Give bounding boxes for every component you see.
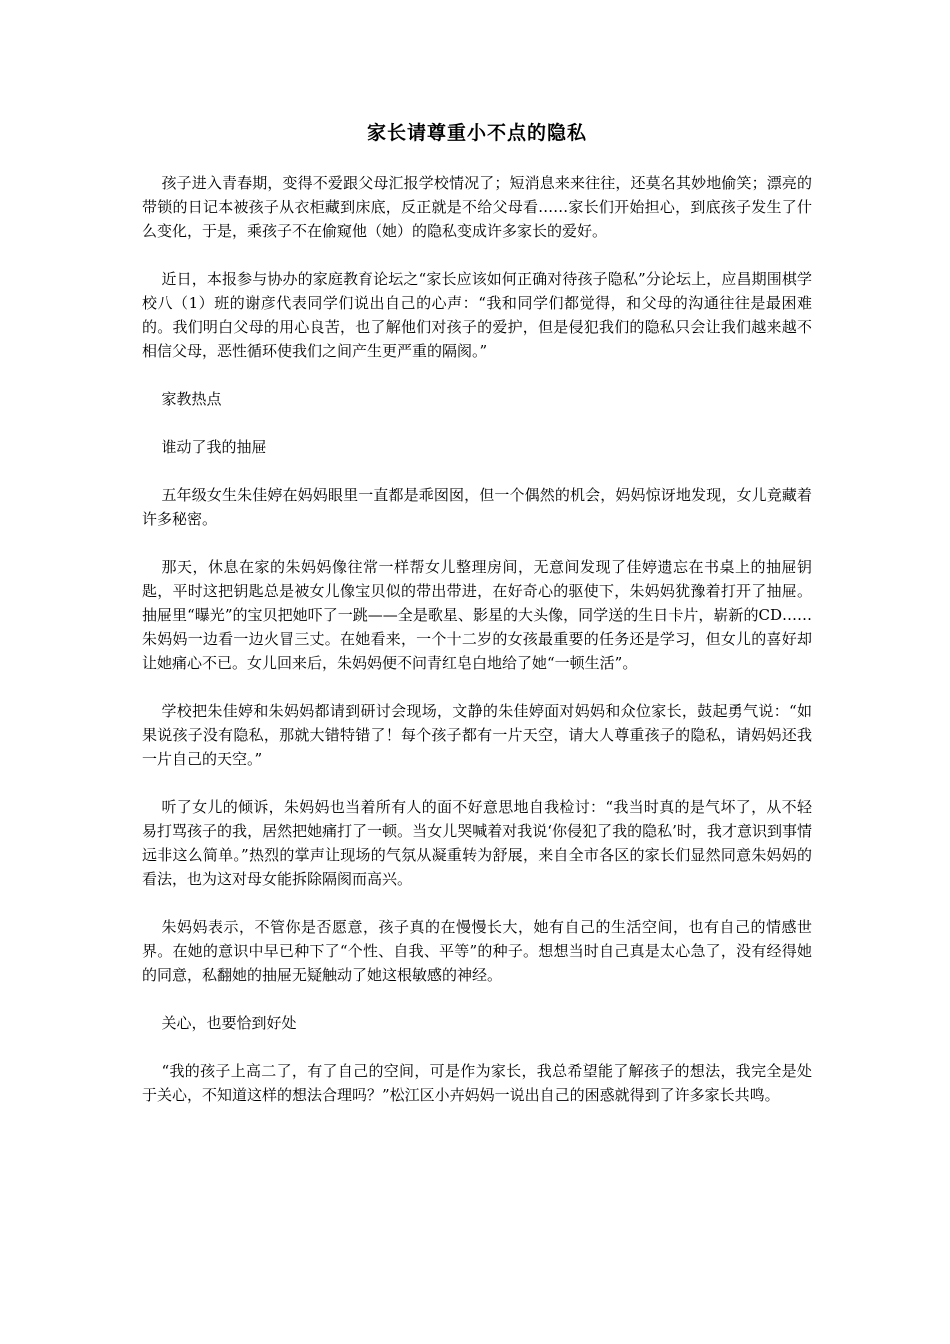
paragraph-seminar: 学校把朱佳婷和朱妈妈都请到研讨会现场，文静的朱佳婷面对妈妈和众位家长，鼓起勇气说：“如果说孩子没有隐私，那就大错特错了！每个孩子都有一片天空，请大人尊重孩子的隐私，请妈妈还我一片自己的天空。”: [142, 702, 812, 768]
paragraph-mother-review: 听了女儿的倾诉，朱妈妈也当着所有人的面不好意思地自我检讨：“我当时真的是气坏了，从不轻易打骂孩子的我，居然把她痛打了一顿。当女儿哭喊着对我说‘你侵犯了我的隐私’时，我才意识到事情远非这么简单。”热烈的掌声让现场的气氛从凝重转为舒展，来自全市各区的家长们显然同意朱妈妈的看法，也为这对母女能拆除隔阂而高兴。: [142, 798, 812, 888]
paragraph-zhu-jiating: 五年级女生朱佳婷在妈妈眼里一直都是乖囡囡，但一个偶然的机会，妈妈惊讶地发现，女儿竟藏着许多秘密。: [142, 486, 812, 528]
section-heading-care: 关心，也要恰到好处: [161, 1014, 297, 1032]
paragraph-drawer-story: 那天，休息在家的朱妈妈像往常一样帮女儿整理房间，无意间发现了佳婷遗忘在书桌上的抽屉钥匙，平时这把钥匙总是被女儿像宝贝似的带出带进，在好奇心的驱使下，朱妈妈犹豫着打开了抽屉。抽屉里“曝光”的宝贝把她吓了一跳——全是歌星、影星的大头像，同学送的生日卡片，崭新的CD……朱妈妈一边看一边火冒三丈。在她看来，一个十二岁的女孩最重要的任务还是学习，但女儿的喜好却让她痛心不已。女儿回来后，朱妈妈便不问青红皂白地给了她“一顿生活”。: [142, 558, 812, 672]
section-heading-drawer: 谁动了我的抽屉: [161, 438, 267, 456]
document-page: [142, 118, 812, 1131]
document-title: 家长请尊重小不点的隐私: [366, 122, 587, 144]
section-heading-hotspot: 家教热点: [161, 390, 222, 408]
paragraph-intro: 孩子进入青春期，变得不爱跟父母汇报学校情况了；短消息来来往往，还莫名其妙地偷笑；漂亮的带锁的日记本被孩子从衣柜藏到床底，反正就是不给父母看……家长们开始担心，到底孩子发生了什么变化，于是，乘孩子不在偷窥他（她）的隐私变成许多家长的爱好。: [142, 174, 812, 240]
paragraph-high-school: “我的孩子上高二了，有了自己的空间，可是作为家长，我总希望能了解孩子的想法，我完全是处于关心，不知道这样的想法合理吗？”松江区小卉妈妈一说出自己的困惑就得到了许多家长共鸣。: [142, 1062, 812, 1104]
paragraph-mother-statement: 朱妈妈表示，不管你是否愿意，孩子真的在慢慢长大，她有自己的生活空间，也有自己的情感世界。在她的意识中早已种下了“个性、自我、平等”的种子。想想当时自己真是太心急了，没有经得她的同意，私翻她的抽屉无疑触动了她这根敏感的神经。: [142, 918, 812, 984]
paragraph-forum: 近日，本报参与协办的家庭教育论坛之“家长应该如何正确对待孩子隐私”分论坛上，应昌期围棋学校八（1）班的谢彦代表同学们说出自己的心声：“我和同学们都觉得，和父母的沟通往往是最困难的。我们明白父母的用心良苦，也了解他们对孩子的爱护，但是侵犯我们的隐私只会让我们越来越不相信父母，恶性循环使我们之间产生更严重的隔阂。”: [142, 270, 812, 360]
